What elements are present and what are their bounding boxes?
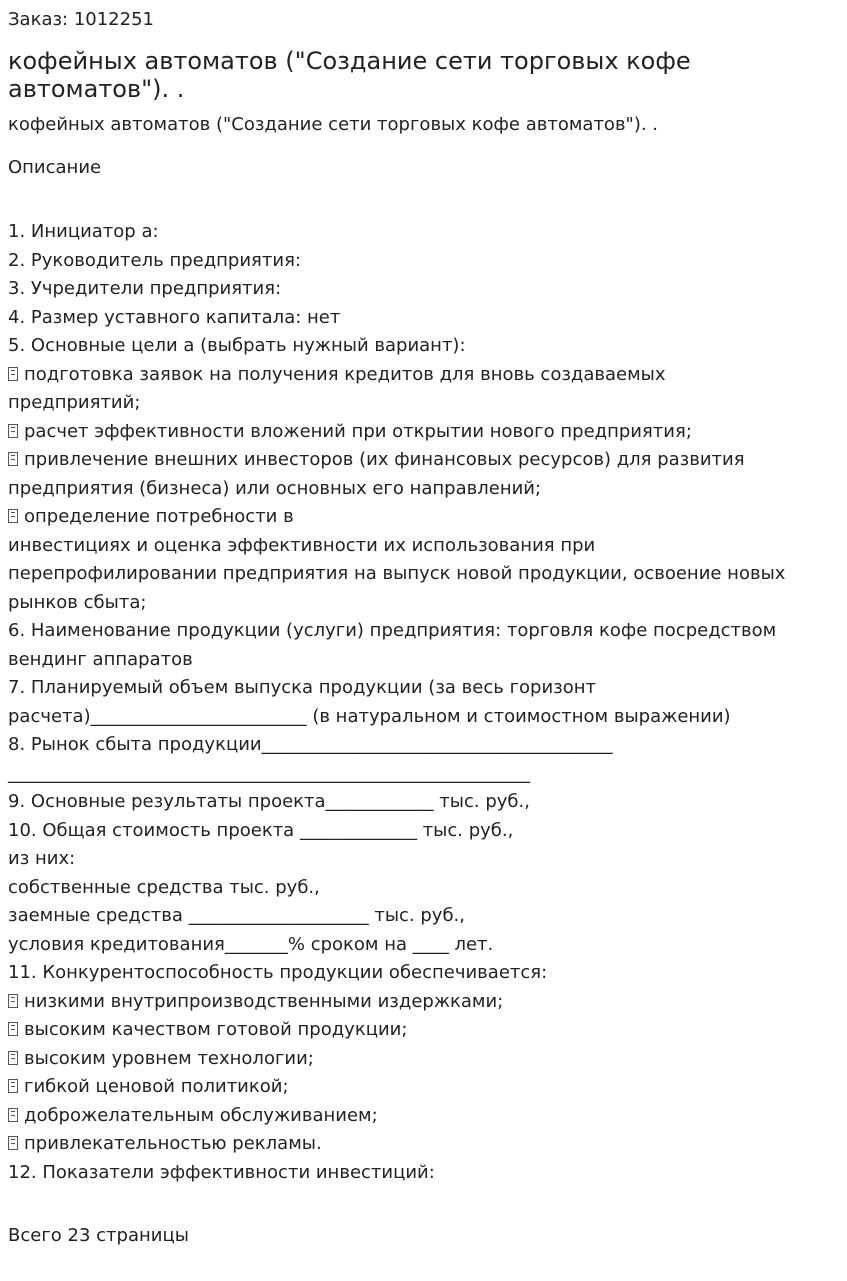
text-line [8, 304, 839, 333]
line-text: высоким качеством готовой продукции; [24, 1019, 408, 1040]
text-line [8, 389, 839, 418]
line-text: расчет эффективности вложений при открытии нового предприятия; [24, 420, 692, 442]
text-line [8, 275, 839, 304]
line-text: низкими внутрипроизводственными издержками; [24, 990, 504, 1012]
text-line [8, 1159, 839, 1188]
line-text: расчета)________________________ (в натуральном и стоимостном выражении) [8, 705, 731, 727]
checklist-item [8, 361, 839, 390]
checkbox-glyph-icon [8, 424, 18, 438]
document-page [8, 0, 839, 1247]
checklist-item [8, 1073, 839, 1102]
text-line [8, 931, 839, 960]
line-text: привлекательностью рекламы. [24, 1133, 322, 1154]
checkbox-glyph-icon [8, 509, 18, 523]
text-line [8, 646, 839, 675]
total-pages: Всего 23 страницы [8, 1225, 189, 1246]
checkbox-glyph-icon [8, 452, 18, 466]
description-body [8, 218, 839, 1187]
text-line [8, 617, 839, 646]
text-line [8, 703, 839, 732]
description-heading: Описание [8, 157, 102, 178]
line-text: гибкой ценовой политикой; [24, 1076, 289, 1097]
checklist-item [8, 1102, 839, 1131]
line-text: инвестициях и оценка эффективности их использования при [8, 534, 596, 556]
title-line-1: кофейных автоматов ("Создание сети торговых кофе [8, 47, 691, 75]
line-text: __________________________________________________________ [8, 762, 530, 784]
line-text: 10. Общая стоимость проекта _____________ тыс. руб., [8, 819, 514, 841]
checklist-item [8, 1130, 839, 1159]
line-text: доброжелательным обслуживанием; [24, 1104, 378, 1126]
checkbox-glyph-icon [8, 367, 18, 381]
line-text: перепрофилировании предприятия на выпуск новой продукции, освоение новых [8, 563, 786, 584]
text-line [8, 788, 839, 817]
checkbox-glyph-icon [8, 1136, 18, 1150]
line-text: предприятия (бизнеса) или основных его направлений; [8, 477, 542, 499]
line-text: предприятий; [8, 392, 141, 413]
checklist-item [8, 1016, 839, 1045]
checklist-item [8, 446, 839, 475]
text-line [8, 760, 839, 789]
line-text: 3. Учредители предприятия: [8, 278, 282, 299]
line-text: 4. Размер уставного капитала: нет [8, 306, 341, 328]
page-subtitle: кофейных автоматов ("Создание сети торговых кофе автоматов"). . [8, 114, 659, 135]
line-text: собственные средства тыс. руб., [8, 876, 320, 898]
line-text: 7. Планируемый объем выпуска продукции (за весь горизонт [8, 677, 596, 698]
text-line [8, 874, 839, 903]
checklist-item [8, 988, 839, 1017]
text-line [8, 332, 839, 361]
line-text: заемные средства ____________________ тыс. руб., [8, 905, 465, 926]
text-line [8, 959, 839, 988]
line-text: 8. Рынок сбыта продукции_______________________________________ [8, 734, 613, 755]
text-line [8, 845, 839, 874]
page-title [8, 47, 839, 103]
line-text: привлечение внешних инвесторов (их финансовых ресурсов) для развития [24, 449, 745, 470]
checkbox-glyph-icon [8, 1051, 18, 1065]
checklist-item [8, 418, 839, 447]
title-line-2: автоматов"). . [8, 75, 185, 103]
line-text: подготовка заявок на получения кредитов для вновь создаваемых [24, 363, 666, 385]
line-text: 11. Конкурентоспособность продукции обеспечивается: [8, 962, 548, 983]
text-line [8, 731, 839, 760]
line-text: 9. Основные результаты проекта____________ тыс. руб., [8, 791, 530, 812]
text-line [8, 475, 839, 504]
line-text: рынков сбыта; [8, 591, 147, 613]
text-line [8, 247, 839, 276]
line-text: 5. Основные цели а (выбрать нужный вариант): [8, 335, 466, 356]
checkbox-glyph-icon [8, 1022, 18, 1036]
text-line [8, 560, 839, 589]
line-text: высоким уровнем технологии; [24, 1047, 314, 1069]
line-text: условия кредитования_______% сроком на ____ лет. [8, 933, 494, 955]
order-number: Заказ: 1012251 [8, 9, 154, 30]
text-line [8, 902, 839, 931]
checklist-item [8, 1045, 839, 1074]
line-text: определение потребности в [24, 506, 294, 527]
line-text: 1. Инициатор а: [8, 221, 159, 242]
line-text: из них: [8, 848, 76, 869]
text-line [8, 817, 839, 846]
checkbox-glyph-icon [8, 994, 18, 1008]
checklist-item [8, 503, 839, 532]
checkbox-glyph-icon [8, 1108, 18, 1122]
text-line [8, 218, 839, 247]
checkbox-glyph-icon [8, 1079, 18, 1093]
line-text: 2. Руководитель предприятия: [8, 249, 301, 271]
text-line [8, 674, 839, 703]
line-text: 6. Наименование продукции (услуги) предприятия: торговля кофе посредством [8, 620, 777, 641]
line-text: вендинг аппаратов [8, 648, 193, 670]
text-line [8, 532, 839, 561]
text-line [8, 589, 839, 618]
line-text: 12. Показатели эффективности инвестиций: [8, 1161, 435, 1183]
